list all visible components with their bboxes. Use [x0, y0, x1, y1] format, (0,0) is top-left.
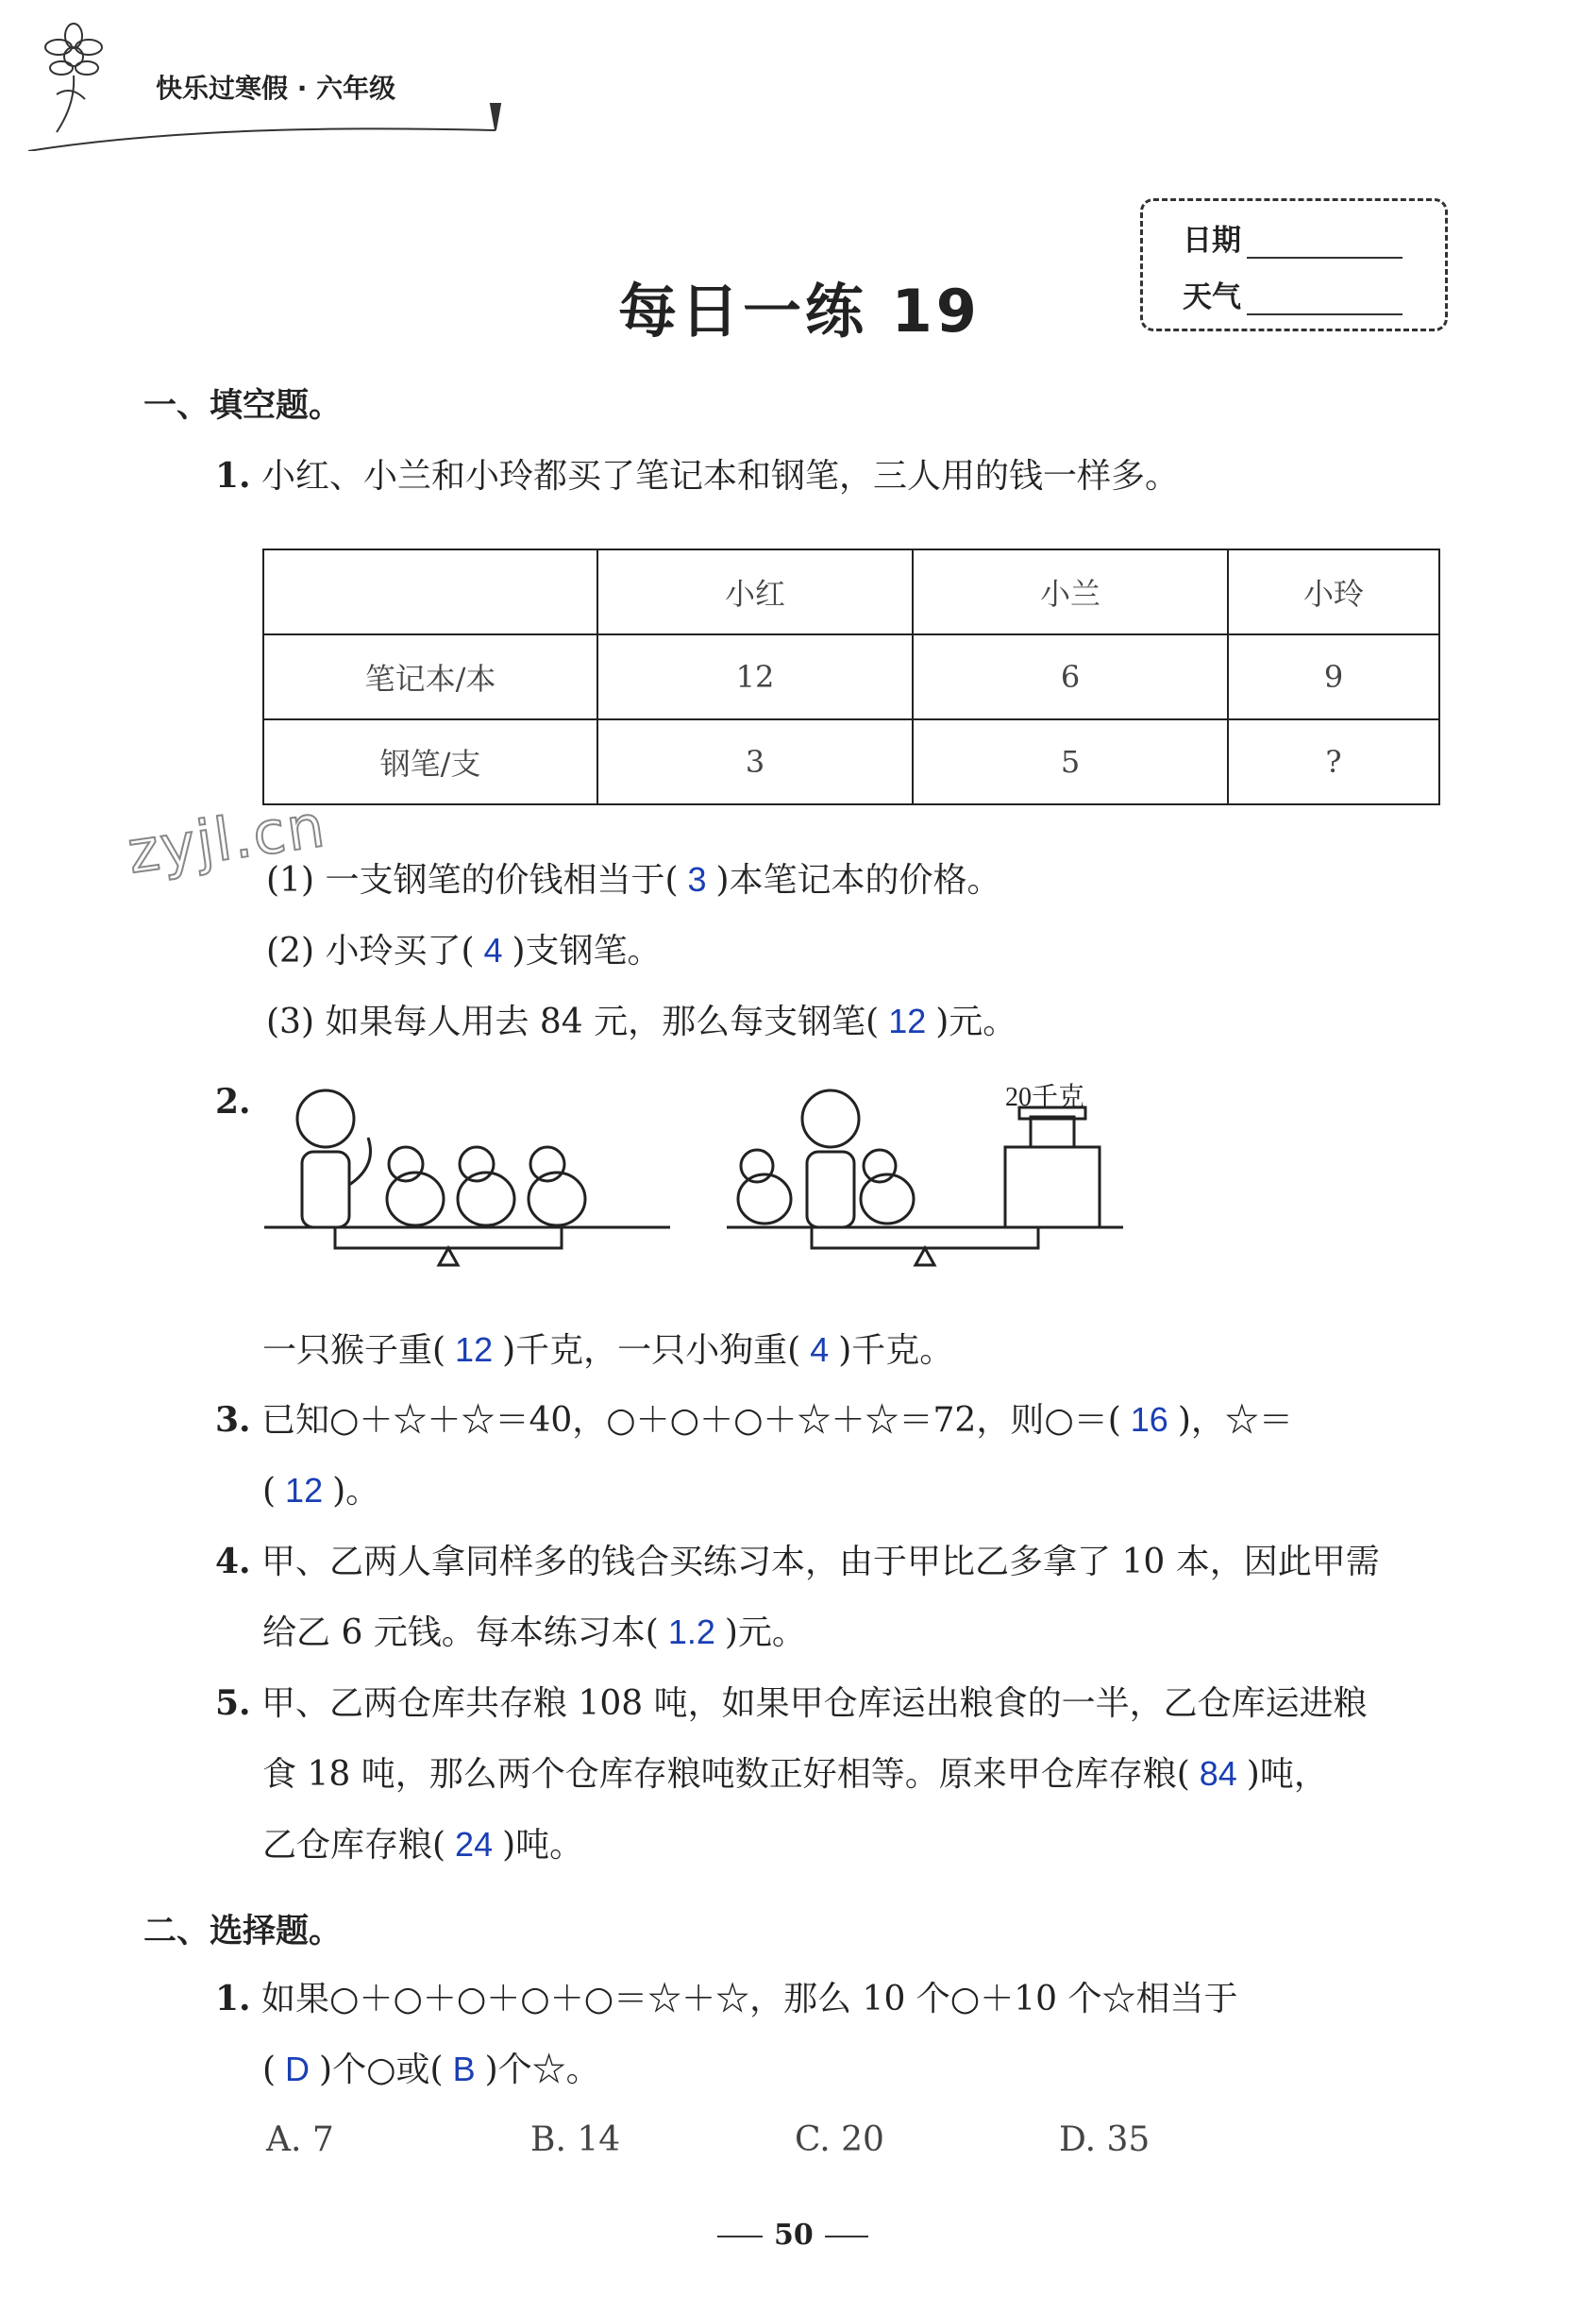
- answer: D: [285, 2050, 311, 2088]
- option-b: B. 14: [530, 2120, 621, 2159]
- text: 甲、乙两人拿同样多的钱合买练习本，由于甲比乙多拿了 10 本，因此甲需: [261, 1543, 1380, 1581]
- table-header-row: [263, 549, 1439, 634]
- option-d: D. 35: [1059, 2120, 1151, 2159]
- question-number: 1.: [215, 456, 251, 496]
- text: 甲、乙两仓库共存粮 108 吨，如果甲仓库运出粮食的一半，乙仓库运进粮: [261, 1684, 1368, 1723]
- table-cell: 小兰: [913, 549, 1228, 634]
- table-cell: 小玲: [1228, 549, 1439, 634]
- text: 给乙 6 元钱。每本练习本(: [262, 1613, 659, 1652]
- choice-question-1: [215, 1978, 1237, 2020]
- answer: 16: [1130, 1400, 1168, 1439]
- text: (3) 如果每人用去 84 元，那么每支钢笔(: [266, 1003, 880, 1041]
- subquestion-3: [266, 1001, 1016, 1043]
- question-text: 小红、小兰和小玲都买了笔记本和钢笔，三人用的钱一样多。: [261, 457, 1180, 496]
- table-cell: 小红: [597, 549, 913, 634]
- table-row: [263, 634, 1439, 719]
- question-number: 2.: [215, 1082, 251, 1122]
- answer: 12: [455, 1330, 494, 1369]
- question-5-cont: [262, 1753, 1328, 1796]
- text: )个○或(: [319, 2051, 444, 2089]
- weight-label: 20千克: [1005, 1083, 1085, 1112]
- answer: 3: [687, 860, 707, 899]
- table-cell: 3: [597, 719, 913, 804]
- page-number: 50: [763, 2219, 825, 2252]
- monkey-icon: [297, 1090, 354, 1147]
- question-number: 5.: [215, 1683, 251, 1723]
- text: 一只猴子重(: [262, 1331, 446, 1370]
- option-c: C. 20: [795, 2120, 884, 2159]
- question-number: 3.: [215, 1400, 251, 1440]
- question-3-cont: [262, 1470, 379, 1512]
- subquestion-2: [266, 930, 662, 972]
- question-2-answer-line: [262, 1329, 953, 1372]
- text: )支钢笔。: [512, 932, 662, 971]
- answer: B: [452, 2050, 476, 2088]
- text: (: [262, 1472, 277, 1511]
- answer: 1.2: [667, 1612, 715, 1651]
- table-cell: 5: [913, 719, 1228, 804]
- table-cell: [263, 549, 597, 634]
- answer: 12: [888, 1002, 927, 1040]
- question-5-cont2: [262, 1824, 583, 1866]
- text: 食 18 吨，那么两个仓库存粮吨数正好相等。原来甲仓库存粮(: [262, 1755, 1190, 1794]
- date-weather-box: [1140, 198, 1448, 331]
- answer: 24: [455, 1825, 494, 1864]
- table-cell: ?: [1228, 719, 1439, 804]
- section1-heading: 一、填空题。: [143, 387, 343, 425]
- text: )千克。: [838, 1331, 954, 1370]
- date-label: 日期: [1183, 224, 1241, 258]
- date-line: [1247, 225, 1403, 259]
- question-3: [215, 1399, 1293, 1442]
- question-number: 1.: [215, 1979, 251, 2018]
- question-4: [215, 1541, 1380, 1583]
- question-5: [215, 1682, 1368, 1725]
- answer: 4: [810, 1330, 830, 1369]
- table-row: [263, 719, 1439, 804]
- table-cell: 9: [1228, 634, 1439, 719]
- answer: 4: [483, 931, 503, 970]
- table-cell: 12: [597, 634, 913, 719]
- text: )个☆。: [484, 2051, 600, 2089]
- text: )。: [332, 1472, 380, 1511]
- purchase-table: [262, 549, 1440, 805]
- book-title: 快乐过寒假 · 六年级: [156, 73, 396, 104]
- question-4-cont: [262, 1612, 806, 1654]
- text: 如果○＋○＋○＋○＋○＝☆＋☆，那么 10 个○＋10 个☆相当于: [261, 1980, 1238, 2018]
- watermark: zyjl.cn: [123, 790, 330, 887]
- text: )吨。: [502, 1826, 584, 1865]
- text: )本笔记本的价格。: [715, 861, 1001, 900]
- text: )元。: [724, 1613, 806, 1652]
- answer: 84: [1199, 1754, 1237, 1793]
- weather-label: 天气: [1183, 280, 1241, 314]
- table-cell: 钢笔/支: [263, 719, 597, 804]
- text: (2) 小玲买了(: [266, 932, 475, 971]
- text: (: [262, 2051, 277, 2089]
- page-title: 每日一练 19: [618, 277, 981, 346]
- question-number: 4.: [215, 1542, 251, 1581]
- section2-heading: 二、选择题。: [143, 1913, 343, 1950]
- question-1-1: [215, 455, 1179, 498]
- option-a: A. 7: [266, 2120, 334, 2159]
- text: )吨，: [1246, 1755, 1328, 1794]
- table-cell: 笔记本/本: [263, 634, 597, 719]
- choice-question-1-cont: [262, 2049, 600, 2091]
- text: 已知○＋☆＋☆＝40，○＋○＋○＋☆＋☆＝72，则○＝(: [261, 1401, 1121, 1440]
- text: )，☆＝: [1177, 1401, 1293, 1440]
- text: )千克，一只小狗重(: [502, 1331, 801, 1370]
- weather-line: [1247, 281, 1403, 315]
- text: 乙仓库存粮(: [262, 1826, 446, 1865]
- subquestion-1: [266, 859, 1001, 902]
- answer: 12: [285, 1471, 324, 1510]
- text: (1) 一支钢笔的价钱相当于(: [266, 861, 679, 900]
- table-cell: 6: [913, 634, 1228, 719]
- text: )元。: [935, 1003, 1017, 1041]
